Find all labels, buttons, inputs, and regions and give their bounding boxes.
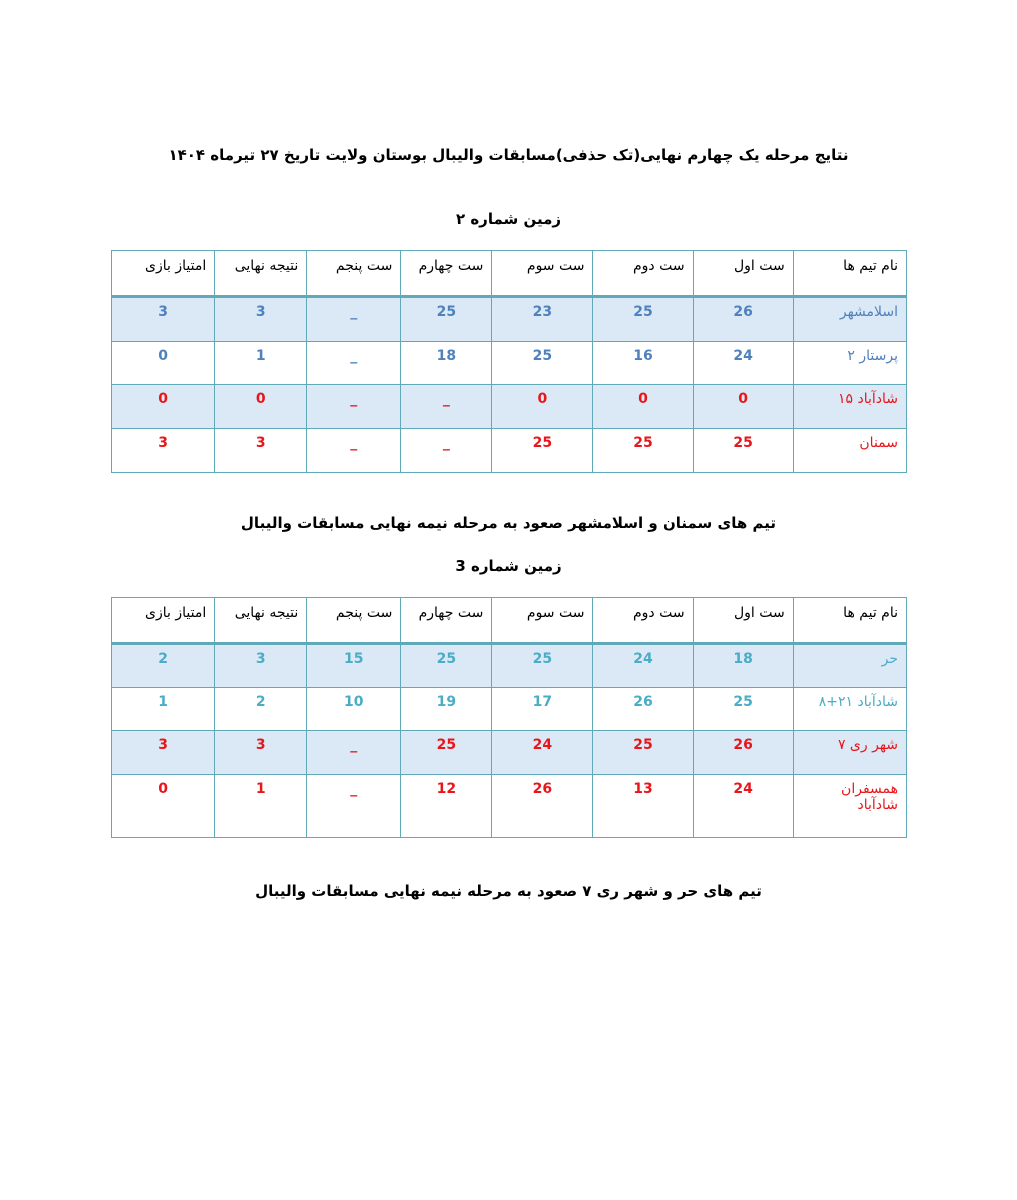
set-2-score: 13 xyxy=(593,775,693,838)
set-2-score: 24 xyxy=(593,644,693,688)
col-team-name: نام تیم ها xyxy=(793,598,906,644)
team-name: اسلامشهر xyxy=(793,297,906,342)
set-3-score: 26 xyxy=(492,775,593,838)
col-set-5: ست پنجم xyxy=(307,598,401,644)
set-4-score: 25 xyxy=(401,644,492,688)
set-5-score: 15 xyxy=(307,644,401,688)
set-4-score: _ xyxy=(401,429,492,473)
final-result: 3 xyxy=(215,731,307,775)
set-2-score: 0 xyxy=(593,385,693,429)
team-name: سمنان xyxy=(793,429,906,473)
court-2-heading: زمین شماره ۲ xyxy=(455,210,562,228)
col-set-5: ست پنجم xyxy=(307,251,401,297)
col-set-4: ست چهارم xyxy=(401,251,492,297)
court-3-heading: زمین شماره 3 xyxy=(455,557,562,575)
set-2-score: 25 xyxy=(593,429,693,473)
match-points: 0 xyxy=(112,385,215,429)
set-1-score: 26 xyxy=(693,297,793,342)
table-header-row xyxy=(112,251,907,297)
match-points: 3 xyxy=(112,297,215,342)
table-row xyxy=(112,644,907,688)
match-points: 2 xyxy=(112,644,215,688)
table-row xyxy=(112,775,907,838)
team-name: همسفران شادآباد xyxy=(793,775,906,838)
court-3-table xyxy=(111,597,907,838)
set-5-score: _ xyxy=(307,775,401,838)
set-4-score: _ xyxy=(401,385,492,429)
court-3-note: تیم های حر و شهر ری ۷ صعود به مرحله نیمه نهایی مسابقات والیبال xyxy=(255,882,762,900)
set-4-score: 12 xyxy=(401,775,492,838)
set-5-score: 10 xyxy=(307,688,401,731)
set-1-score: 25 xyxy=(693,688,793,731)
final-result: 2 xyxy=(215,688,307,731)
team-name: پرستار ۲ xyxy=(793,342,906,385)
col-match-points: امتیاز بازی xyxy=(112,598,215,644)
set-3-score: 17 xyxy=(492,688,593,731)
table-row xyxy=(112,342,907,385)
table-row xyxy=(112,731,907,775)
set-2-score: 26 xyxy=(593,688,693,731)
match-points: 1 xyxy=(112,688,215,731)
court-2-note: تیم های سمنان و اسلامشهر صعود به مرحله نیمه نهایی مسابقات والیبال xyxy=(240,514,777,532)
set-1-score: 24 xyxy=(693,775,793,838)
set-3-score: 25 xyxy=(492,342,593,385)
final-result: 1 xyxy=(215,775,307,838)
set-3-score: 25 xyxy=(492,429,593,473)
set-2-score: 25 xyxy=(593,731,693,775)
team-name: شادآباد ۱۵ xyxy=(793,385,906,429)
court-2-table xyxy=(111,250,907,473)
match-points: 3 xyxy=(112,429,215,473)
set-1-score: 26 xyxy=(693,731,793,775)
set-2-score: 25 xyxy=(593,297,693,342)
col-set-4: ست چهارم xyxy=(401,598,492,644)
table-row xyxy=(112,385,907,429)
final-result: 3 xyxy=(215,297,307,342)
col-team-name: نام تیم ها xyxy=(793,251,906,297)
set-1-score: 24 xyxy=(693,342,793,385)
table-row xyxy=(112,297,907,342)
page-title: نتایج مرحله یک چهارم نهایی(تک حذفی)مسابقات والیبال بوستان ولایت تاریخ ۲۷ تیرماه ۱۴۰۴ xyxy=(168,146,849,164)
set-1-score: 25 xyxy=(693,429,793,473)
col-match-points: امتیاز بازی xyxy=(112,251,215,297)
set-4-score: 25 xyxy=(401,297,492,342)
match-points: 3 xyxy=(112,731,215,775)
col-set-1: ست اول xyxy=(693,251,793,297)
match-points: 0 xyxy=(112,775,215,838)
col-set-3: ست سوم xyxy=(492,251,593,297)
table-header-row xyxy=(112,598,907,644)
col-final-result: نتیجه نهایی xyxy=(215,251,307,297)
set-4-score: 25 xyxy=(401,731,492,775)
col-set-1: ست اول xyxy=(693,598,793,644)
set-5-score: _ xyxy=(307,731,401,775)
set-3-score: 25 xyxy=(492,644,593,688)
team-name: حر xyxy=(793,644,906,688)
team-name: شادآباد ۲۱+۸ xyxy=(793,688,906,731)
col-set-3: ست سوم xyxy=(492,598,593,644)
table-row xyxy=(112,429,907,473)
set-3-score: 0 xyxy=(492,385,593,429)
set-1-score: 18 xyxy=(693,644,793,688)
final-result: 1 xyxy=(215,342,307,385)
col-set-2: ست دوم xyxy=(593,251,693,297)
set-5-score: _ xyxy=(307,297,401,342)
set-3-score: 23 xyxy=(492,297,593,342)
final-result: 0 xyxy=(215,385,307,429)
match-points: 0 xyxy=(112,342,215,385)
set-3-score: 24 xyxy=(492,731,593,775)
set-5-score: _ xyxy=(307,429,401,473)
final-result: 3 xyxy=(215,429,307,473)
set-2-score: 16 xyxy=(593,342,693,385)
table-row xyxy=(112,688,907,731)
col-final-result: نتیجه نهایی xyxy=(215,598,307,644)
final-result: 3 xyxy=(215,644,307,688)
col-set-2: ست دوم xyxy=(593,598,693,644)
set-4-score: 18 xyxy=(401,342,492,385)
set-5-score: _ xyxy=(307,385,401,429)
set-1-score: 0 xyxy=(693,385,793,429)
team-name: شهر ری ۷ xyxy=(793,731,906,775)
set-5-score: _ xyxy=(307,342,401,385)
set-4-score: 19 xyxy=(401,688,492,731)
